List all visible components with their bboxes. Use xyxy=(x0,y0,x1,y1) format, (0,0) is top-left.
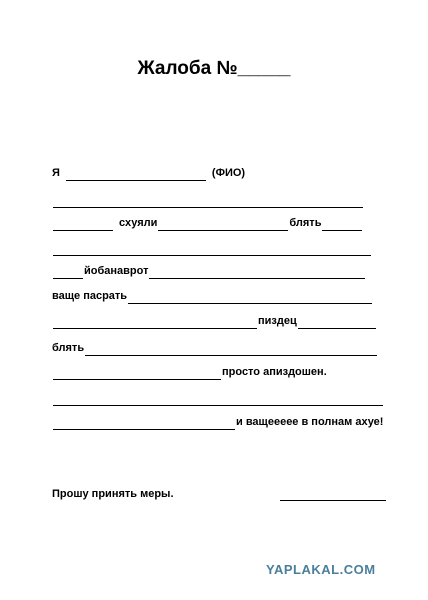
fill-blank[interactable] xyxy=(53,317,257,329)
line-text: и ващеееее в полнам ахуе! xyxy=(236,416,384,428)
line-text: блять xyxy=(289,217,322,229)
fill-blank[interactable] xyxy=(53,267,83,279)
form-line-9 xyxy=(52,364,327,380)
form-line-7 xyxy=(52,313,377,329)
fill-blank[interactable] xyxy=(85,344,377,356)
request-text: Прошу принять меры. xyxy=(52,488,174,500)
form-line-8 xyxy=(52,340,378,356)
form-line-10 xyxy=(52,390,384,406)
line-text: схуяли xyxy=(119,217,158,229)
line-text: йобанаврот xyxy=(84,265,149,277)
form-line-1 xyxy=(52,165,245,181)
form-line-6 xyxy=(52,288,373,304)
fill-blank[interactable] xyxy=(53,219,113,231)
line-text: просто апиздошен. xyxy=(222,366,327,378)
form-line-2 xyxy=(52,192,364,208)
fill-blank[interactable] xyxy=(53,418,235,430)
watermark-logo: YAPLAKAL.COM xyxy=(266,562,376,577)
line-text: блять xyxy=(52,342,85,354)
signature-line[interactable] xyxy=(280,500,386,501)
form-line-5 xyxy=(52,263,366,279)
form-line-4 xyxy=(52,240,372,256)
fill-blank[interactable] xyxy=(53,244,371,256)
form-line-11 xyxy=(52,414,383,430)
fill-blank[interactable] xyxy=(298,317,376,329)
line-text: пиздец xyxy=(258,315,297,327)
fill-blank[interactable] xyxy=(128,292,372,304)
fill-blank[interactable] xyxy=(158,219,288,231)
line-text: (ФИО) xyxy=(211,167,246,179)
line-text: ваще пасрать xyxy=(52,290,128,302)
line-text: Я xyxy=(52,167,60,179)
page-title: Жалоба №_____ xyxy=(137,58,291,79)
fill-blank[interactable] xyxy=(66,169,206,181)
fill-blank[interactable] xyxy=(149,267,365,279)
fill-blank[interactable] xyxy=(322,219,362,231)
fill-blank[interactable] xyxy=(53,368,221,380)
fill-blank[interactable] xyxy=(53,394,383,406)
fill-blank[interactable] xyxy=(53,196,363,208)
form-line-3 xyxy=(52,215,363,231)
